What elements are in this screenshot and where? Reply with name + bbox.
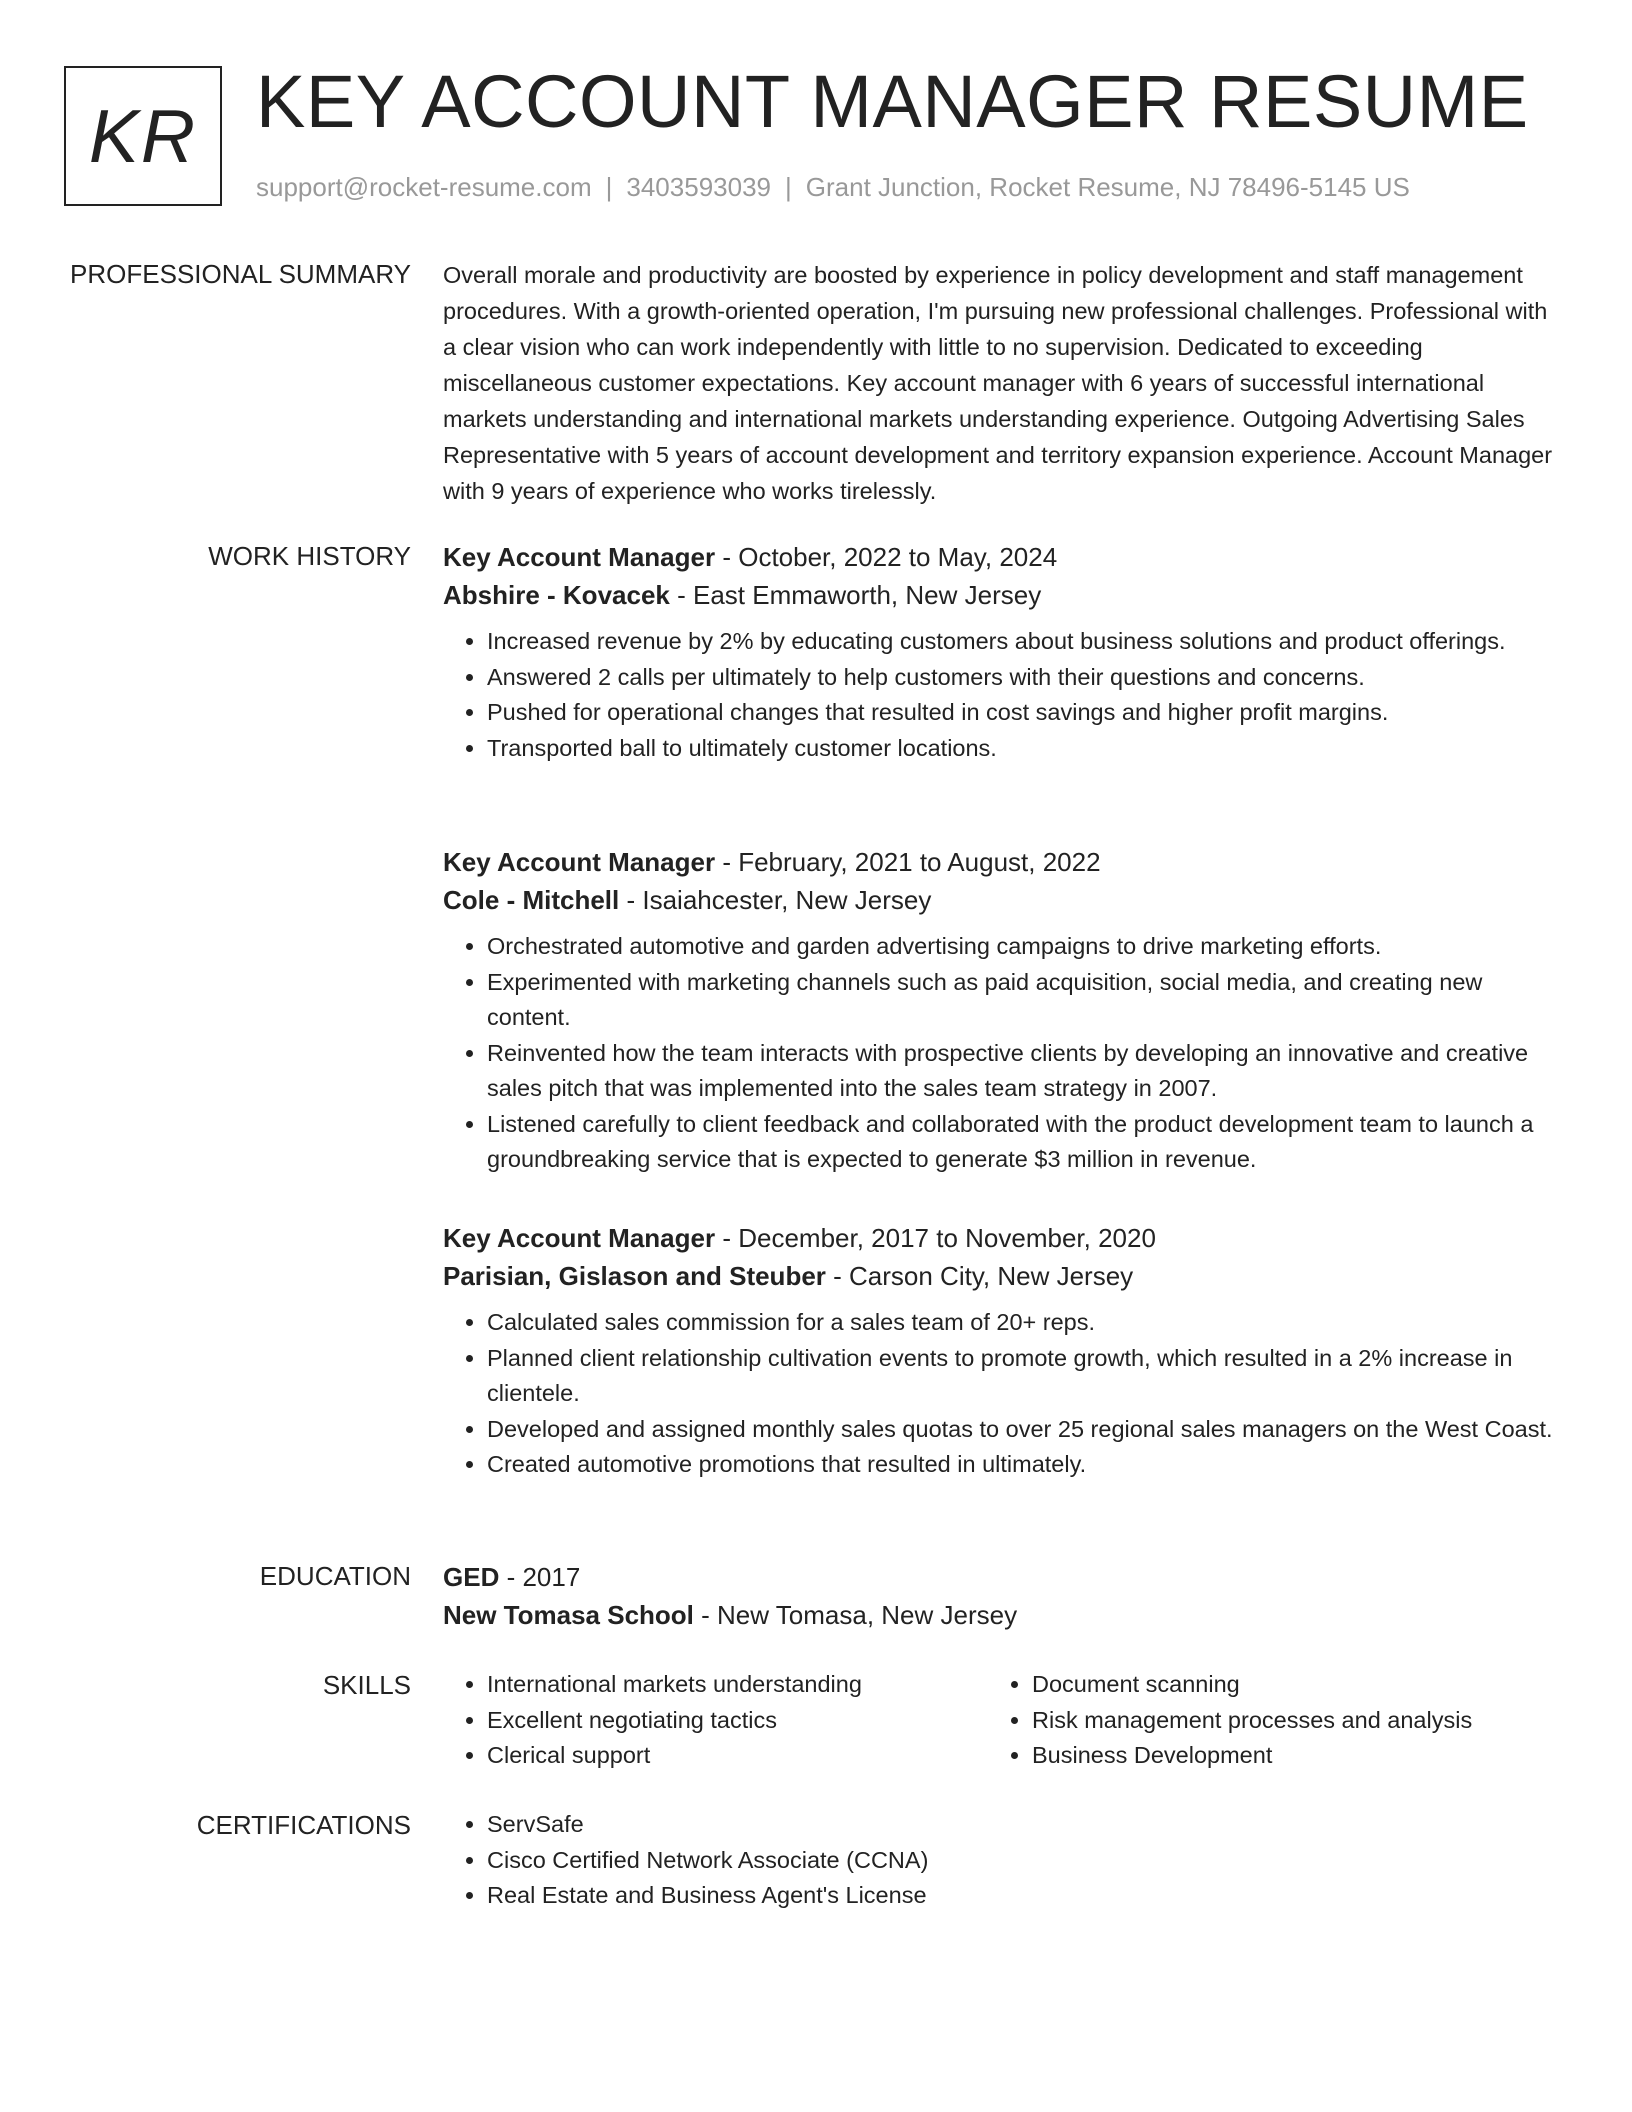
contact-address: Grant Junction, Rocket Resume, NJ 78496-5145 US (805, 172, 1410, 202)
job-bullets (443, 1305, 1553, 1483)
certification-item: • ServSafe (487, 1807, 1553, 1843)
job-dates: - October, 2022 to May, 2024 (715, 542, 1058, 572)
job-dates: - February, 2021 to August, 2022 (715, 847, 1101, 877)
school-location: - New Tomasa, New Jersey (693, 1600, 1018, 1630)
contact-email[interactable]: support@rocket-resume.com (256, 172, 592, 202)
certifications-list (443, 1807, 1553, 1914)
summary-heading: PROFESSIONAL SUMMARY (70, 259, 411, 289)
job-title-line (443, 538, 1553, 576)
job-dates: - December, 2017 to November, 2020 (715, 1223, 1156, 1253)
skills-column-2 (988, 1667, 1533, 1774)
job-entry (443, 1219, 1553, 1483)
job-title: Key Account Manager (443, 1223, 716, 1253)
job-company-line (443, 1257, 1553, 1295)
contact-phone[interactable]: 3403593039 (626, 172, 771, 202)
separator: | (605, 172, 613, 202)
skill-item: • Document scanning (1032, 1667, 1533, 1703)
job-company-line (443, 576, 1553, 614)
education-heading: EDUCATION (259, 1561, 411, 1591)
skills-grid (443, 1667, 1553, 1774)
resume-title: KEY ACCOUNT MANAGER RESUME (256, 60, 1529, 143)
skill-item: • International markets understanding (487, 1667, 988, 1703)
job-title-line (443, 1219, 1553, 1257)
certification-item: • Real Estate and Business Agent's License (487, 1878, 1553, 1914)
job-bullet: • Created automotive promotions that resulted in ultimately. (487, 1447, 1553, 1483)
skill-item: • Excellent negotiating tactics (487, 1703, 988, 1739)
certification-items (443, 1807, 1553, 1914)
job-location: - East Emmaworth, New Jersey (669, 580, 1042, 610)
job-location: - Carson City, New Jersey (825, 1261, 1134, 1291)
summary-text: Overall morale and productivity are boosted by experience in policy development and staff management procedures. With a growth-oriented operation, I'm pursuing new professional challenges. Professional with a clear vision who can work independently with little to no supervision. Dedicated to exceeding miscellaneous customer expectations. Key account manager with 6 years of successful international markets understanding and international markets understanding experience. Outgoing Advertising Sales Representative with 5 years of account development and territory expansion experience. Account Manager with 9 years of experience who works tirelessly. (443, 262, 1553, 504)
degree-line (443, 1558, 1553, 1596)
job-company: Cole - Mitchell (443, 885, 620, 915)
job-bullets (443, 929, 1553, 1178)
job-bullets (443, 624, 1553, 766)
job-bullet: • Answered 2 calls per ultimately to help customers with their questions and concerns. (487, 660, 1553, 696)
job-title: Key Account Manager (443, 847, 716, 877)
job-company: Parisian, Gislason and Steuber (443, 1261, 826, 1291)
school-name: New Tomasa School (443, 1600, 694, 1630)
job-bullet: • Listened carefully to client feedback and collaborated with the product development team to launch a groundbreaking service that is expected to generate $3 million in revenue. (487, 1107, 1553, 1178)
degree: GED (443, 1562, 500, 1592)
job-bullet: • Developed and assigned monthly sales quotas to over 25 regional sales managers on the West Coast. (487, 1412, 1553, 1448)
skill-item: • Risk management processes and analysis (1032, 1703, 1533, 1739)
job-title: Key Account Manager (443, 542, 716, 572)
contact-line (256, 172, 1410, 203)
job-bullet: • Calculated sales commission for a sales team of 20+ reps. (487, 1305, 1553, 1341)
skill-item: • Business Development (1032, 1738, 1533, 1774)
job-bullet: • Experimented with marketing channels such as paid acquisition, social media, and creating new content. (487, 965, 1553, 1036)
skill-item: • Clerical support (487, 1738, 988, 1774)
job-bullet: • Pushed for operational changes that resulted in cost savings and higher profit margins. (487, 695, 1553, 731)
monogram-text: KR (88, 94, 198, 178)
work-history-heading: WORK HISTORY (208, 541, 411, 571)
degree-year: - 2017 (499, 1562, 581, 1592)
certification-item: • Cisco Certified Network Associate (CCNA) (487, 1843, 1553, 1879)
school-line (443, 1596, 1553, 1634)
monogram-logo (64, 66, 222, 206)
job-company: Abshire - Kovacek (443, 580, 670, 610)
job-bullet: • Reinvented how the team interacts with prospective clients by developing an innovative and creative sales pitch that was implemented into the sales team strategy in 2007. (487, 1036, 1553, 1107)
job-title-line (443, 843, 1553, 881)
job-location: - Isaiahcester, New Jersey (619, 885, 932, 915)
job-bullet: • Increased revenue by 2% by educating customers about business solutions and product offerings. (487, 624, 1553, 660)
job-bullet: • Transported ball to ultimately customer locations. (487, 731, 1553, 767)
certifications-heading: CERTIFICATIONS (196, 1810, 411, 1840)
skills-list (443, 1667, 1553, 1774)
job-bullet: • Planned client relationship cultivation events to promote growth, which resulted in a 2% increase in clientele. (487, 1341, 1553, 1412)
job-entry (443, 538, 1553, 766)
job-entry (443, 843, 1553, 1178)
education-entry (443, 1558, 1553, 1634)
job-bullet: • Orchestrated automotive and garden advertising campaigns to drive marketing efforts. (487, 929, 1553, 965)
separator: | (785, 172, 792, 202)
skills-column-1 (443, 1667, 988, 1774)
job-company-line (443, 881, 1553, 919)
skills-heading: SKILLS (322, 1670, 411, 1700)
